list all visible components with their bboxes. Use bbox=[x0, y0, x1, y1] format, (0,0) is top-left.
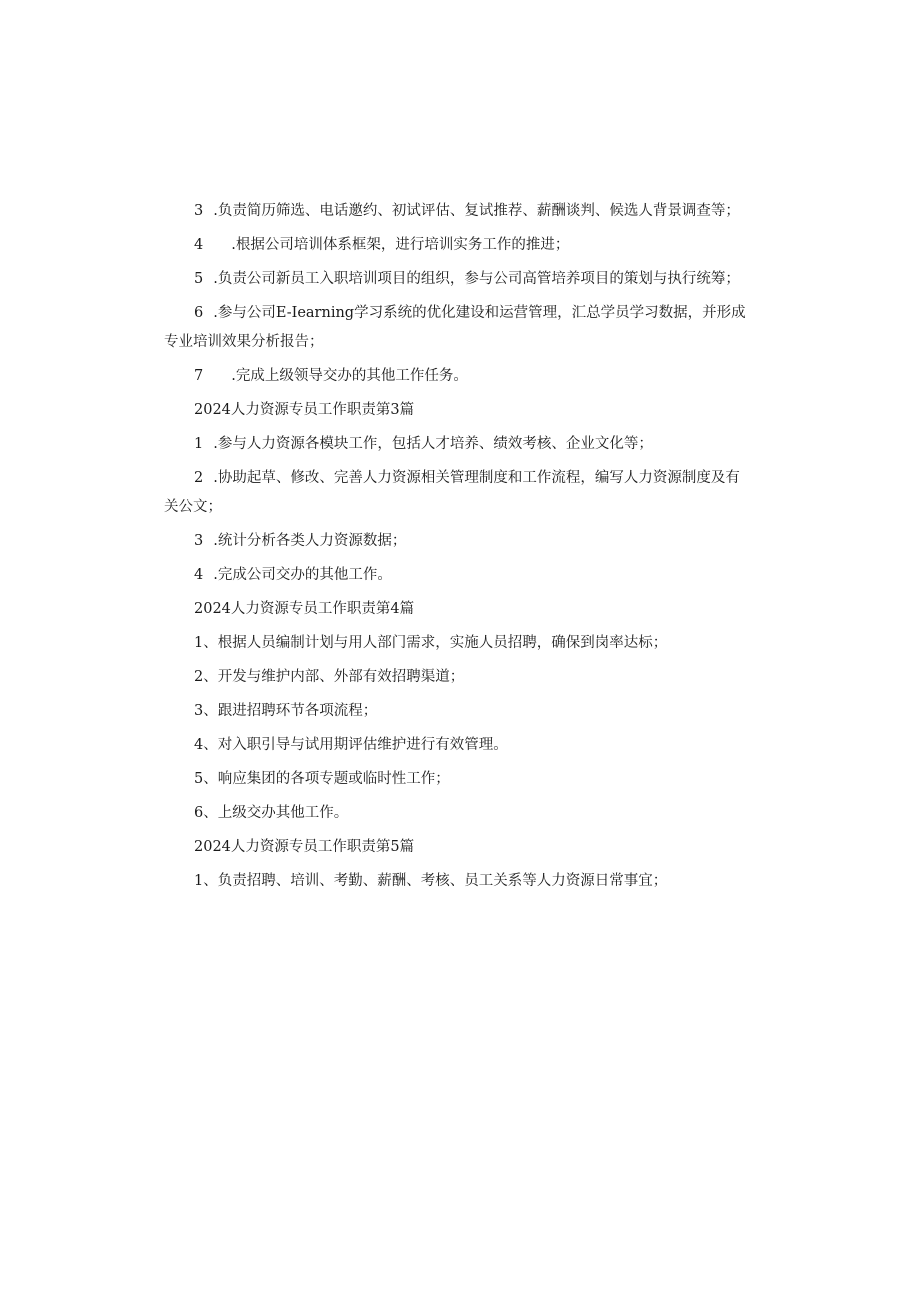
list-item: 4、对入职引导与试用期评估维护进行有效管理。 bbox=[194, 737, 508, 753]
list-item-5: 5 .负责公司新员工入职培训项目的组织，参与公司高管培养项目的策划与执行统筹； bbox=[194, 271, 740, 287]
list-item-6: 6 .参与公司E-Iearning学习系统的优化建设和运营管理，汇总学员学习数据，并形成专业培训效果分析报告； bbox=[164, 305, 746, 350]
list-item: 5、响应集团的各项专题或临时性工作； bbox=[194, 771, 450, 787]
list-item-4: 4 .完成公司交办的其他工作。 bbox=[194, 567, 392, 583]
section-heading-3: 2024人力资源专员工作职责第3篇 bbox=[194, 402, 415, 418]
list-item: 2、开发与维护内部、外部有效招聘渠道； bbox=[194, 669, 465, 685]
list-item-3: 3 .负责简历筛选、电话邀约、初试评估、复试推荐、薪酬谈判、候选人背景调查等； bbox=[194, 203, 740, 219]
section-heading-4: 2024人力资源专员工作职责第4篇 bbox=[194, 601, 415, 617]
list-item: 1、根据人员编制计划与用人部门需求，实施人员招聘，确保到岗率达标； bbox=[194, 635, 668, 651]
list-item-4: 4 .根据公司培训体系框架，进行培训实务工作的推进； bbox=[194, 237, 570, 253]
list-item: 6、上级交办其他工作。 bbox=[194, 805, 349, 821]
document-body bbox=[164, 197, 754, 901]
section-heading-5: 2024人力资源专员工作职责第5篇 bbox=[194, 839, 415, 855]
list-item-1: 1 .参与人力资源各模块工作，包括人才培养、绩效考核、企业文化等； bbox=[194, 436, 653, 452]
list-item-2: 2 .协助起草、修改、完善人力资源相关管理制度和工作流程，编写人力资源制度及有关公文； bbox=[164, 470, 740, 515]
list-item-7: 7 .完成上级领导交办的其他工作任务。 bbox=[194, 368, 468, 384]
list-item: 3、跟进招聘环节各项流程； bbox=[194, 703, 378, 719]
list-item: 1、负责招聘、培训、考勤、薪酬、考核、员工关系等人力资源日常事宜； bbox=[194, 873, 668, 889]
list-item-3: 3 .统计分析各类人力资源数据； bbox=[194, 533, 407, 549]
